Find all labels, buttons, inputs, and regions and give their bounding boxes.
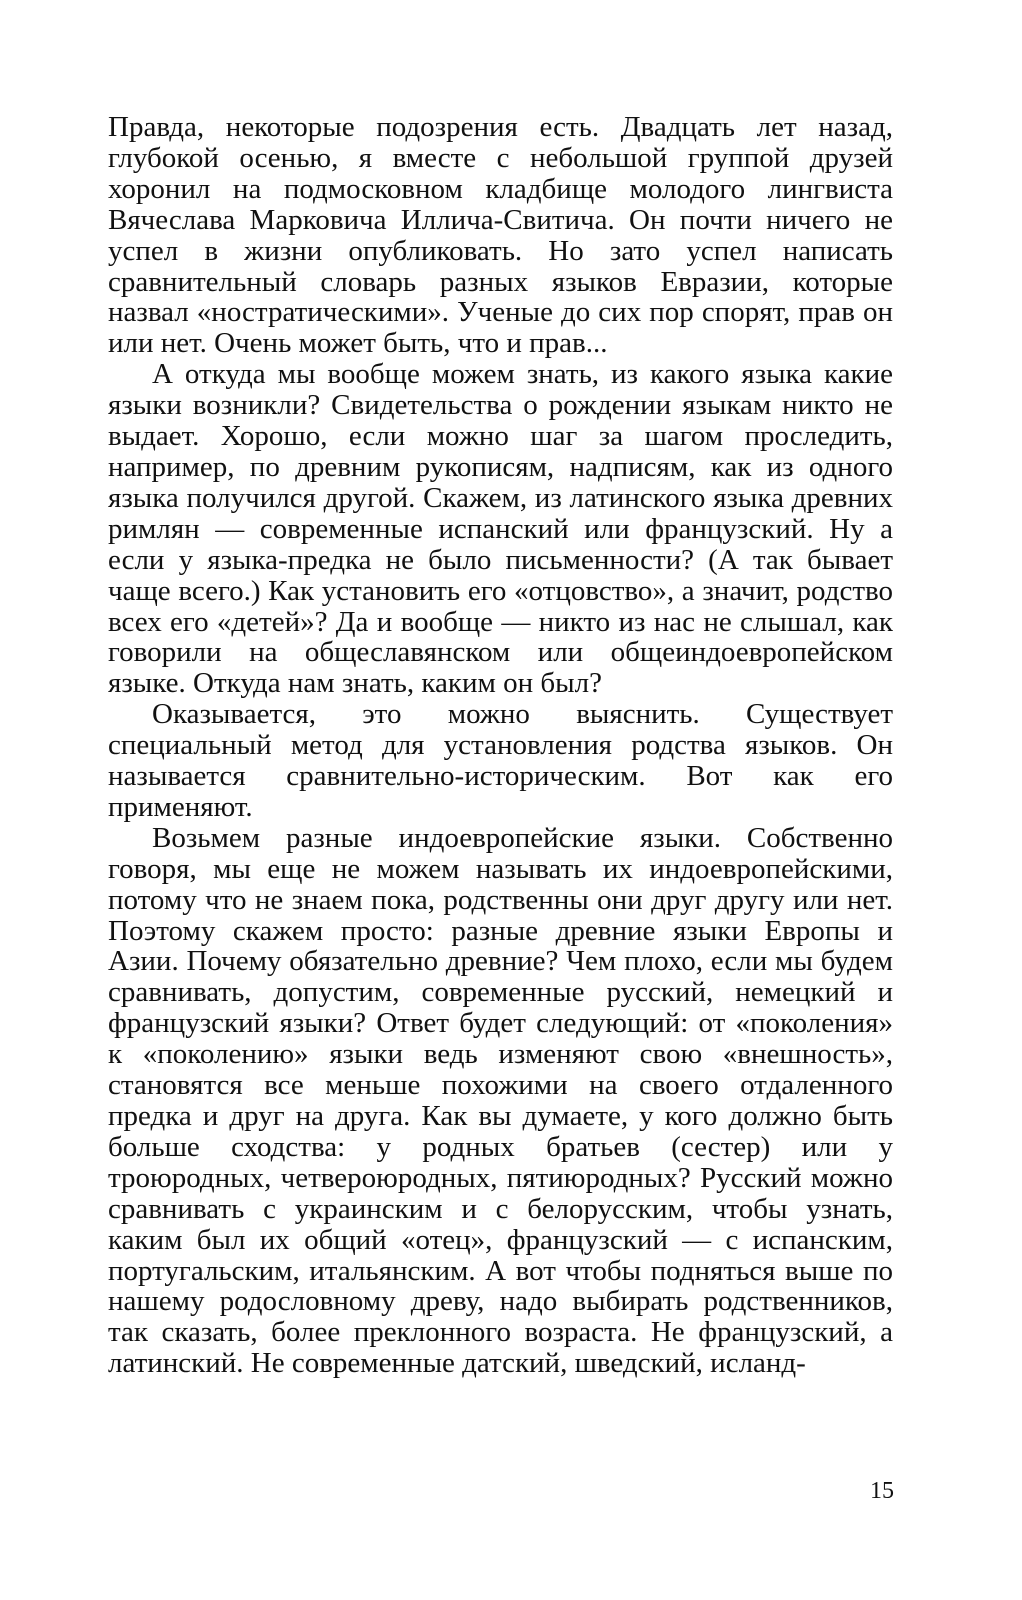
page-text xyxy=(108,112,893,1379)
paragraph-4: Возьмем разные индоевропейские языки. Собственно говоря, мы еще не можем называть их индоевропейскими, потому что не знаем пока, родственны они друг другу или нет. Поэтому скажем просто: разные древние языки Европы и Азии. Почему обязательно древние? Чем плохо, если мы будем сравнивать, допустим, современные русский, немецкий и французский языки? Ответ будет следующий: от «поколения» к «поколению» языки ведь изменяют свою «внешность», становятся все меньше похожими на своего отдаленного предка и друг на друга. Как вы думаете, у кого должно быть больше сходства: у родных братьев (сестер) или у троюродных, четвероюродных, пятиюродных? Русский можно сравнивать с украинским и с белорусским, чтобы узнать, каким был их общий «отец», французский — с испанским, португальским, итальянским. А вот чтобы подняться выше по нашему родословному древу, надо выбирать родственников, так сказать, более преклонного возраста. Не французский, а латинский. Не современные датский, шведский, исланд- xyxy=(108,821,893,1380)
page-number: 15 xyxy=(870,1478,894,1504)
paragraph-2: А откуда мы вообще можем знать, из какого языка какие языки возникли? Свидетельства о рождении языкам никто не выдает. Хорошо, если можно шаг за шагом проследить, например, по древним рукописям, надписям, как из одного языка получился другой. Скажем, из латинского языка древних римлян — современные испанский или французский. Ну а если у языка-предка не было письменности? (А так бывает чаще всего.) Как установить его «отцовство», а значит, родство всех его «детей»? Да и вообще — никто из нас не слышал, как говорили на общеславянском или общеиндоевропейском языке. Откуда нам знать, каким он был? xyxy=(108,358,893,700)
paragraph-1: Правда, некоторые подозрения есть. Двадцать лет назад, глубокой осенью, я вместе с небольшой группой друзей хоронил на подмосковном кладбище молодого лингвиста Вячеслава Марковича Иллича-Свитича. Он почти ничего не успел в жизни опубликовать. Но зато успел написать сравнительный словарь разных языков Евразии, которые назвал «ностратическими». Ученые до сих пор спорят, прав он или нет. Очень может быть, что и прав... xyxy=(108,111,893,360)
paragraph-3: Оказывается, это можно выяснить. Существует специальный метод для установления родства языков. Он называется сравнительно-историческим. Вот как его применяют. xyxy=(108,698,893,823)
